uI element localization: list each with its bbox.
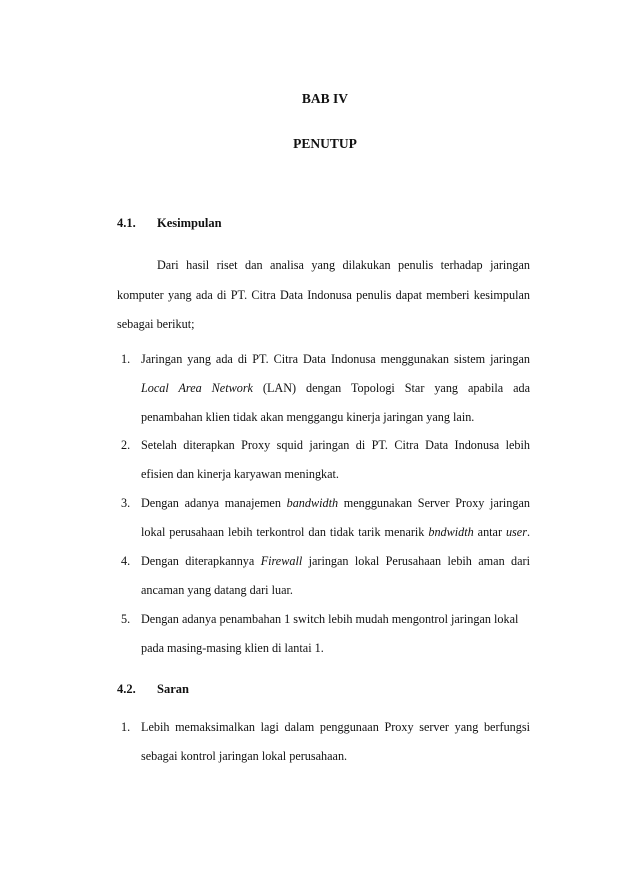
list-number: 3. [121,496,131,510]
section-number: 4.1. [117,216,136,230]
list-item-line [141,495,530,511]
list-number: 1. [121,352,131,366]
list-number: 2. [121,438,131,452]
chapter-title: BAB IV [301,91,349,106]
text-run: Dengan adanya manajemen [141,496,287,510]
list-item-line: sebagai kontrol jaringan lokal perusahaan. [141,749,348,763]
section-number: 4.2. [117,682,136,696]
paragraph-line: sebagai berikut; [117,317,195,331]
text-run: . [526,525,530,539]
list-number: 4. [121,554,131,568]
text-run: Dengan diterapkannya [141,554,261,568]
text-run: lokal perusahaan lebih terkontrol dan tidak tarik menarik [141,525,429,539]
paragraph-line: komputer yang ada di PT. Citra Data Indonusa penulis dapat memberi kesimpulan [117,288,530,302]
section-title: Kesimpulan [157,216,222,230]
italic-term: bandwidth [286,496,339,510]
list-item-line [141,553,530,569]
text-run: (LAN) dengan Topologi Star yang apabila ada [252,381,531,395]
list-item-line: penambahan klien tidak akan menggangu kinerja jaringan yang lain. [141,410,475,424]
italic-term: Firewall [260,554,303,568]
list-item-line: pada masing-masing klien di lantai 1. [141,641,324,655]
list-number: 1. [121,720,131,734]
section-title: Saran [157,682,189,696]
text-run: menggunakan Server Proxy jaringan [338,496,530,510]
list-item-line: Lebih memaksimalkan lagi dalam penggunaan Proxy server yang berfungsi [141,720,530,734]
list-item-line: ancaman yang datang dari luar. [141,583,293,597]
list-item-line [141,380,530,396]
list-item-line: Dengan adanya penambahan 1 switch lebih mudah mengontrol jaringan lokal [141,612,519,626]
list-item-line: efisien dan kinerja karyawan meningkat. [141,467,339,481]
list-item-line [141,524,530,540]
paragraph-line: Dari hasil riset dan analisa yang dilakukan penulis terhadap jaringan [157,258,530,272]
italic-term: user [505,525,527,539]
chapter-subtitle: PENUTUP [293,136,357,151]
text-run: jaringan lokal Perusahaan lebih aman dari [302,554,530,568]
text-run: antar [473,525,506,539]
list-item-line: Setelah diterapkan Proxy squid jaringan di PT. Citra Data Indonusa lebih [141,438,530,452]
italic-term: bndwidth [428,525,474,539]
list-item-line: Jaringan yang ada di PT. Citra Data Indonusa menggunakan sistem jaringan [141,352,530,366]
italic-term: Local Area Network [141,381,253,395]
list-number: 5. [121,612,131,626]
